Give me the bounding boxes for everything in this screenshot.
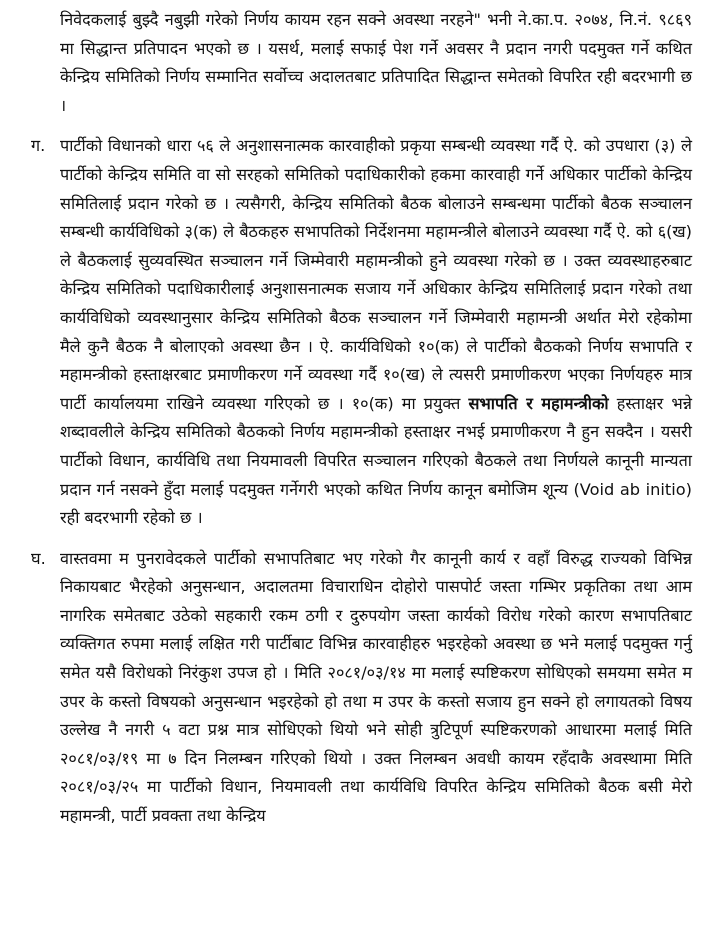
- list-marker-ga: ग.: [31, 136, 46, 156]
- paragraph-ga: [0, 132, 720, 532]
- paragraph-ga-bold-text: सभापति र महामन्त्रीको: [468, 393, 609, 413]
- paragraph-intro: [0, 6, 720, 120]
- paragraph-ga-text-1: पार्टीको विधानको धारा ५६ ले अनुशासनात्मक कारवाहीको प्रकृया सम्बन्धी व्यवस्था गर्दै ऐ. को उपधारा (३) ले पार्टीको केन्द्रिय समिति वा सो सरहको समितिको पदाधिकारीको हकमा कारवाही गर्ने अधिकार पार्टीको केन्द्रिय समितिलाई प्रदान गरेको छ । त्यसैगरी, केन्द्रिय समितिको बैठक बोलाउने सम्बन्धमा पार्टीको बैठक सञ्चालन सम्बन्धी कार्यविधिको ३(क) ले बैठकहरु सभापतिको निर्देशनमा महामन्त्रीले बोलाउने व्यवस्था गर्दै ऐ. को ६(ख) ले बैठकलाई सुव्यवस्थित सञ्चालन गर्ने जिम्मेवारी महामन्त्रीको हुने व्यवस्था गरेको छ । उक्त व्यवस्थाहरुबाट केन्द्रिय समितिको पदाधिकारीलाई अनुशासनात्मक सजाय गर्ने अधिकार केन्द्रिय समितिलाई प्रदान गरेको तथा कार्यविधिको व्यवस्थानुसार केन्द्रिय समितिको बैठक सञ्चालन गर्ने जिम्मेवारी महामन्त्री अर्थात मेरो रहेकोमा मैले कुनै बैठक नै बोलाएको अवस्था छैन । ऐ. कार्यविधिको १०(क) ले पार्टीको बैठकको निर्णय सभापति र महामन्त्रीको हस्ताक्षरबाट प्रमाणीकरण गर्ने व्यवस्था गर्दै १०(ख) ले त्यसरी प्रमाणीकरण भएका निर्णयहरु मात्र पार्टी कार्यालयमा राखिने व्यवस्था गरिएको छ । १०(क) मा प्रयुक्त: [60, 136, 692, 413]
- list-marker-gha: घ.: [31, 548, 46, 568]
- paragraph-gap: [0, 533, 720, 545]
- paragraph-gap: [0, 120, 720, 132]
- paragraph-gha-text: वास्तवमा म पुनरावेदकले पार्टीको सभापतिबाट भए गरेको गैर कानूनी कार्य र वहाँ विरुद्ध राज्यको विभिन्न निकायबाट भैरहेको अनुसन्धान, अदालतमा विचाराधिन दोहोरो पासपोर्ट जस्ता गम्भिर प्रकृतिका तथा आम नागरिक समेतबाट उठेको सहकारी रकम ठगी र दुरुपयोग जस्ता कार्यको विरोध गरेको कारण सभापतिबाट व्यक्तिगत रुपमा मलाई लक्षित गरी पार्टीबाट विभिन्न कारवाहीहरु भइरहेको अवस्था छ भने मलाई पदमुक्त गर्नु समेत यसै विरोधको निरंकुश उपज हो । मिति २०८१/०३/१४ मा मलाई स्पष्टिकरण सोधिएको समयमा समेत म उपर के कस्तो विषयको अनुसन्धान भइरहेको हो तथा म उपर के कस्तो सजाय हुन सक्ने हो लगायतको विषय उल्लेख नै नगरी ५ वटा प्रश्न मात्र सोधिएको थियो भने सोही त्रुटिपूर्ण स्पष्टिकरणको आधारमा मलाई मिति २०८१/०३/१९ मा ७ दिन निलम्बन गरिएको थियो । उक्त निलम्बन अवधी कायम रहँदाकै अवस्थामा मिति २०८१/०३/२५ मा पार्टीको विधान, नियमावली तथा कार्यविधि विपरित केन्द्रिय समितिको बैठक बसी मेरो महामन्त्री, पार्टी प्रवक्ता तथा केन्द्रिय: [60, 548, 692, 826]
- paragraph-ga-text-2: हस्ताक्षर भन्ने शब्दावलीले केन्द्रिय समितिको बैठकको निर्णय महामन्त्रीको हस्ताक्षर नभई प्रमाणीकरण नै हुन सक्दैन । यसरी पार्टीको विधान, कार्यविधि तथा नियमावली विपरित सञ्चालन गरिएको बैठकले तथा निर्णयले कानूनी मान्यता प्रदान गर्न नसक्ने हुँदा मलाई पदमुक्त गर्नेगरी भएको कथित निर्णय कानून बमोजिम शून्य (Void ab initio) रही बदरभागी रहेको छ ।: [60, 393, 693, 528]
- paragraph-intro-text: निवेदकलाई बुझ्दै नबुझी गरेको निर्णय कायम रहन सक्ने अवस्था नरहने" भनी ने.का.प. २०७४, नि.नं. ९८६९ मा सिद्धान्त प्रतिपादन भएको छ । यसर्थ, मलाई सफाई पेश गर्ने अवसर नै प्रदान नगरी पदमुक्त गर्ने कथित केन्द्रिय समितिको निर्णय सम्मानित सर्वोच्च अदालतबाट प्रतिपादित सिद्धान्त समेतको विपरित रही बदरभागी छ ।: [60, 10, 692, 115]
- paragraph-gha: [0, 545, 720, 831]
